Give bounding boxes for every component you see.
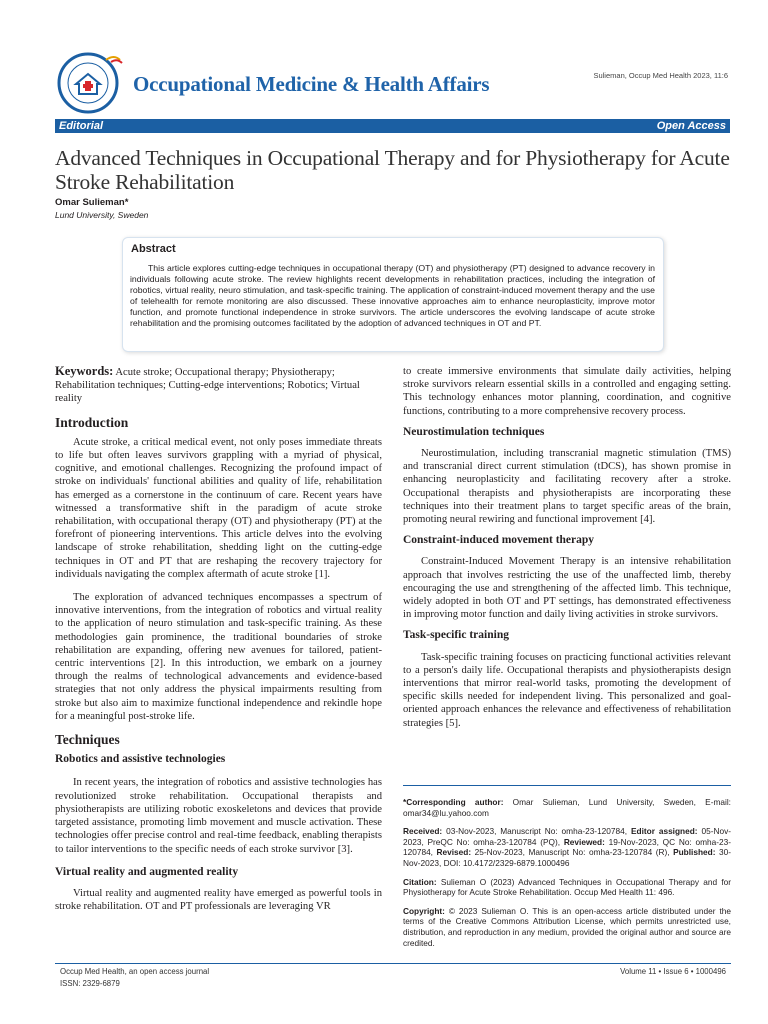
vr-heading: Virtual reality and augmented reality: [55, 865, 239, 878]
vr-paragraph: Virtual reality and augmented reality have emerged as powerful tools in stroke rehabilitation. OT and PT professionals are leveraging VR: [55, 887, 382, 913]
intro-paragraph-1: Acute stroke, a critical medical event, not only poses immediate threats to life but often leaves survivors grappling with a myriad of physical, cognitive, and emotional challenges. Recognizing the profound impact of stroke on individuals' functional abilities and quality of life, rehabilitation has emerged as a cornerstone in the continuum of care. Recent years have witnessed a transformative shift in the paradigm of acute stroke rehabilitation, with occupational therapy (OT) and physiotherapy (PT) at the forefront of pioneering interventions. This article delves into the evolving landscape of stroke rehabilitation, shedding light on the cutting-edge techniques in OT and PT that are reshaping the recovery trajectory for individuals navigating the complex aftermath of acute stroke [1].: [55, 436, 382, 580]
footer-divider: [55, 963, 731, 964]
author-name: Omar Sulieman*: [55, 197, 129, 208]
citation-label: Citation:: [403, 876, 437, 887]
editor-text: 05-Nov-2023, PreQC No: omha-23-120784 (PQ),: [403, 826, 731, 847]
left-column: [55, 365, 382, 913]
author-affiliation: Lund University, Sweden: [55, 210, 149, 220]
corresponding-text[interactable]: Omar Sulieman, Lund University, Sweden, E-mail: omar34@lu.yahoo.com: [403, 797, 731, 818]
introduction-heading: Introduction: [55, 414, 129, 430]
footer-issn: ISSN: 2329-6879: [60, 979, 120, 988]
open-access-label[interactable]: Open Access: [656, 120, 726, 132]
revised-label: Revised:: [436, 847, 472, 858]
right-column: [403, 365, 731, 730]
article-title: Advanced Techniques in Occupational Therapy and for Physiotherapy for Acute Stroke Rehabilitation: [55, 146, 730, 194]
neurostimulation-heading: Neurostimulation techniques: [403, 425, 545, 438]
manuscript-dates: [403, 826, 731, 868]
citation-block: [403, 877, 731, 898]
footer-journal: Occup Med Health, an open access journal: [60, 967, 210, 976]
header-citation: Sulieman, Occup Med Health 2023, 11:6: [593, 71, 728, 80]
copyright-label: Copyright:: [403, 905, 445, 916]
reviewed-text: 19-Nov-2023, QC No: omha-23-120784,: [403, 836, 732, 858]
section-bar: [55, 119, 730, 133]
keywords-text: Acute stroke; Occupational therapy; Physiotherapy; Rehabilitation techniques; Cutting-edge interventions; Robotics; Virtual reality: [55, 367, 360, 405]
corresponding-author: [403, 797, 731, 818]
task-training-heading: Task-specific training: [403, 629, 509, 642]
keywords-label: Keywords:: [55, 364, 114, 378]
section-label: Editorial: [59, 120, 104, 132]
robotics-paragraph: In recent years, the integration of robotics and assistive technologies has revolutionized stroke rehabilitation. Occupational therapists and physiotherapists are utilizing robotic exoskeletons and devices that provide targeted assistance, promoting limb movement and muscle activation. These technologies offer precise control and real-time feedback, enabling therapists to tailor interventions to the specific needs of each stroke survivor [3].: [55, 777, 382, 855]
published-text[interactable]: 30-Nov-2023, DOI: 10.4172/2329-6879.1000496: [403, 847, 732, 868]
techniques-heading: Techniques: [55, 732, 120, 748]
footer-volume: Volume 11 • Issue 6 • 1000496: [620, 967, 726, 976]
received-text: 03-Nov-2023, Manuscript No: omha-23-120784,: [442, 826, 631, 837]
neurostimulation-paragraph: Neurostimulation, including transcranial magnetic stimulation (TMS) and transcranial direct current stimulation (tDCS), has shown promise in enhancing neuroplasticity and facilitating recovery after a stroke. Occupational therapists and physiotherapists are incorporating these techniques into their treatment plans to target specific areas of the brain, promoting neural rewiring and functional improvement [4].: [403, 448, 731, 526]
cimt-heading: Constraint-induced movement therapy: [403, 534, 595, 547]
journal-logo: [54, 52, 126, 114]
copyright-text: © 2023 Sulieman O. This is an open-access article distributed under the terms of the Creative Commons Attribution License, which permits unrestricted use, distribution, and reproduction in any medium, provided the original author and source are credited.: [403, 905, 731, 948]
editor-label: Editor assigned:: [630, 826, 698, 837]
published-label: Published:: [673, 847, 716, 858]
received-label: Received:: [403, 826, 443, 837]
citation-text: Sulieman O (2023) Advanced Techniques in Occupational Therapy and for Physiotherapy for Acute Stroke Rehabilitation. Occup Med Health 11: 496.: [403, 876, 731, 898]
reviewed-label: Reviewed:: [563, 836, 605, 847]
copyright-block: [403, 906, 731, 948]
vr-paragraph-continued: to create immersive environments that simulate daily activities, helping stroke survivors relearn essential skills in a controlled and engaging setting. This technology enhances motor planning, coordination, and cognitive functions, contributing to a more comprehensive recovery process.: [403, 366, 731, 417]
journal-title[interactable]: Occupational Medicine & Health Affairs: [133, 72, 490, 96]
cimt-paragraph: Constraint-Induced Movement Therapy is an intensive rehabilitation approach that involves restricting the use of the unaffected limb, thereby encouraging the use and strengthening of the affected limb. This technique, widely adopted in both OT and PT settings, has demonstrated effectiveness in improving motor function and daily living activities in stroke survivors.: [403, 556, 731, 621]
abstract-heading: Abstract: [131, 243, 176, 255]
intro-paragraph-2: The exploration of advanced techniques encompasses a spectrum of innovative interventions, from the integration of robotics and virtual reality to the application of neuro stimulation and task-specific training. As these methodologies gain prominence, the traditional boundaries of stroke rehabilitation are expanding, offering new avenues for tailored, patient-centric interventions [2]. In this introduction, we embark on a journey through the realms of technological advancements and evidence-based strategies that not only address the physical impairments resulting from stroke but also aim to maximize functional independence and rekindle hope for a meaningful post-stroke life.: [55, 592, 382, 722]
robotics-heading: Robotics and assistive technologies: [55, 753, 226, 766]
correspondence-block: [403, 797, 731, 948]
corresponding-label: *Corresponding author:: [403, 797, 504, 807]
keywords: [55, 365, 382, 406]
task-training-paragraph: Task-specific training focuses on practicing functional activities relevant to a person's daily life. Occupational therapists and physiotherapists design interventions that mirror real-world tasks, promoting the development of specific skills needed for independent living. This personalized and goal-oriented approach enhances the relevance and effectiveness of rehabilitation strategies [5].: [403, 651, 731, 729]
abstract-text: This article explores cutting-edge techniques in occupational therapy (OT) and physiotherapy (PT) designed to advance recovery in individuals following acute stroke. The review highlights recent developments in rehabilitation practices, including the integration of robotics, virtual reality, neuro stimulation, and task-specific training. The application of constraint-induced movement therapy and the use of telehealth for remote monitoring are also discussed. These innovative approaches aim to enhance neuroplasticity, improve motor function, and promote functional independence in stroke survivors. The article underscores the evolving landscape of acute stroke rehabilitation and the promising outcomes facilitated by the adoption of advanced techniques in OT and PT.: [130, 263, 655, 328]
revised-text: 25-Nov-2023, Manuscript No: omha-23-120784 (R),: [471, 847, 674, 858]
correspondence-divider: [403, 785, 731, 786]
